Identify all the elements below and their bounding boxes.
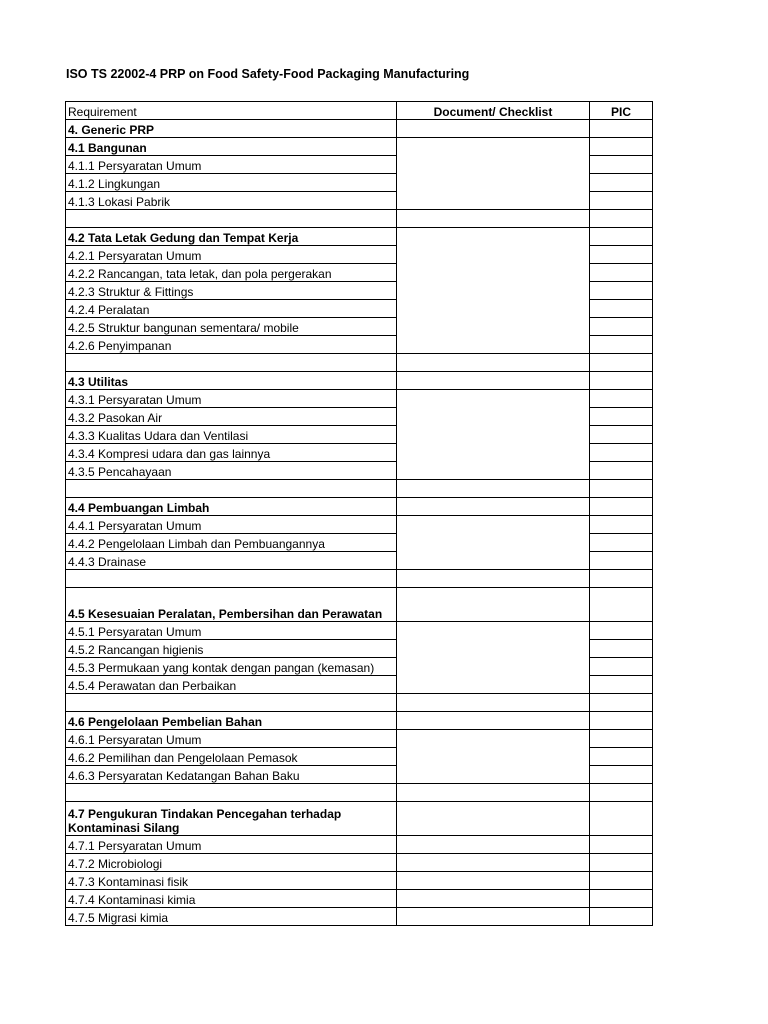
requirement-cell xyxy=(66,784,397,802)
table-row xyxy=(66,210,653,228)
pic-cell[interactable] xyxy=(590,854,653,872)
pic-cell[interactable] xyxy=(590,552,653,570)
table-row xyxy=(66,120,653,138)
requirement-cell: 4.2.6 Penyimpanan xyxy=(66,336,397,354)
pic-cell[interactable] xyxy=(590,426,653,444)
requirement-cell: 4.7.1 Persyaratan Umum xyxy=(66,836,397,854)
document-checklist-cell[interactable] xyxy=(397,354,590,372)
requirement-cell: 4.6 Pengelolaan Pembelian Bahan xyxy=(66,712,397,730)
requirement-cell: 4. Generic PRP xyxy=(66,120,397,138)
requirement-cell: 4.7.5 Migrasi kimia xyxy=(66,908,397,926)
pic-cell[interactable] xyxy=(590,192,653,210)
table-row xyxy=(66,694,653,712)
table-row xyxy=(66,712,653,730)
pic-cell[interactable] xyxy=(590,534,653,552)
pic-cell[interactable] xyxy=(590,462,653,480)
table-row xyxy=(66,802,653,836)
pic-cell[interactable] xyxy=(590,658,653,676)
document-checklist-cell[interactable] xyxy=(397,836,590,854)
table-row xyxy=(66,138,653,156)
requirement-cell: 4.6.3 Persyaratan Kedatangan Bahan Baku xyxy=(66,766,397,784)
table-row xyxy=(66,908,653,926)
pic-cell[interactable] xyxy=(590,890,653,908)
pic-cell[interactable] xyxy=(590,908,653,926)
requirement-cell: 4.7.4 Kontaminasi kimia xyxy=(66,890,397,908)
pic-cell[interactable] xyxy=(590,300,653,318)
requirement-cell: 4.3 Utilitas xyxy=(66,372,397,390)
requirement-cell: 4.5.1 Persyaratan Umum xyxy=(66,622,397,640)
document-checklist-cell[interactable] xyxy=(397,390,590,480)
document-checklist-cell[interactable] xyxy=(397,622,590,694)
requirement-cell: 4.1.2 Lingkungan xyxy=(66,174,397,192)
pic-cell[interactable] xyxy=(590,766,653,784)
header-document-checklist: Document/ Checklist xyxy=(397,102,590,120)
table-row xyxy=(66,570,653,588)
pic-cell[interactable] xyxy=(590,480,653,498)
table-row xyxy=(66,622,653,640)
table-row xyxy=(66,784,653,802)
pic-cell[interactable] xyxy=(590,836,653,854)
requirement-cell: 4.2.4 Peralatan xyxy=(66,300,397,318)
pic-cell[interactable] xyxy=(590,282,653,300)
table-row xyxy=(66,836,653,854)
document-checklist-cell[interactable] xyxy=(397,372,590,390)
document-checklist-cell[interactable] xyxy=(397,908,590,926)
table-row xyxy=(66,588,653,622)
pic-cell[interactable] xyxy=(590,210,653,228)
pic-cell[interactable] xyxy=(590,372,653,390)
document-title: ISO TS 22002-4 PRP on Food Safety-Food Packaging Manufacturing xyxy=(66,67,470,81)
document-checklist-cell[interactable] xyxy=(397,694,590,712)
document-checklist-cell[interactable] xyxy=(397,872,590,890)
pic-cell[interactable] xyxy=(590,246,653,264)
requirement-cell: 4.5.4 Perawatan dan Perbaikan xyxy=(66,676,397,694)
requirement-cell: 4.7.2 Microbiologi xyxy=(66,854,397,872)
document-checklist-cell[interactable] xyxy=(397,854,590,872)
document-checklist-cell[interactable] xyxy=(397,802,590,836)
document-checklist-cell[interactable] xyxy=(397,588,590,622)
pic-cell[interactable] xyxy=(590,872,653,890)
pic-cell[interactable] xyxy=(590,408,653,426)
requirement-cell: 4.4.2 Pengelolaan Limbah dan Pembuangannya xyxy=(66,534,397,552)
requirement-cell: 4.3.2 Pasokan Air xyxy=(66,408,397,426)
pic-cell[interactable] xyxy=(590,318,653,336)
pic-cell[interactable] xyxy=(590,784,653,802)
pic-cell[interactable] xyxy=(590,498,653,516)
requirement-cell xyxy=(66,694,397,712)
table-row xyxy=(66,516,653,534)
table-row xyxy=(66,854,653,872)
requirement-cell: 4.5.3 Permukaan yang kontak dengan pangan (kemasan) xyxy=(66,658,397,676)
table-row xyxy=(66,354,653,372)
document-checklist-cell[interactable] xyxy=(397,210,590,228)
requirement-cell: 4.2.1 Persyaratan Umum xyxy=(66,246,397,264)
requirement-cell: 4.7 Pengukuran Tindakan Pencegahan terhadap Kontaminasi Silang xyxy=(66,802,397,836)
requirement-cell: 4.1 Bangunan xyxy=(66,138,397,156)
requirement-cell: 4.5.2 Rancangan higienis xyxy=(66,640,397,658)
pic-cell[interactable] xyxy=(590,336,653,354)
requirement-cell: 4.3.5 Pencahayaan xyxy=(66,462,397,480)
table-row xyxy=(66,890,653,908)
prp-checklist-table xyxy=(65,101,653,926)
requirement-cell xyxy=(66,354,397,372)
requirement-cell xyxy=(66,210,397,228)
requirement-cell: 4.2 Tata Letak Gedung dan Tempat Kerja xyxy=(66,228,397,246)
table-row xyxy=(66,872,653,890)
document-checklist-cell[interactable] xyxy=(397,570,590,588)
pic-cell[interactable] xyxy=(590,444,653,462)
requirement-cell: 4.2.5 Struktur bangunan sementara/ mobile xyxy=(66,318,397,336)
table-row xyxy=(66,480,653,498)
document-checklist-cell[interactable] xyxy=(397,138,590,210)
pic-cell[interactable] xyxy=(590,730,653,748)
pic-cell[interactable] xyxy=(590,622,653,640)
document-checklist-cell[interactable] xyxy=(397,228,590,354)
pic-cell[interactable] xyxy=(590,516,653,534)
table-row xyxy=(66,730,653,748)
requirement-cell: 4.1.3 Lokasi Pabrik xyxy=(66,192,397,210)
pic-cell[interactable] xyxy=(590,354,653,372)
pic-cell[interactable] xyxy=(590,120,653,138)
header-requirement: Requirement xyxy=(66,102,397,120)
pic-cell[interactable] xyxy=(590,640,653,658)
pic-cell[interactable] xyxy=(590,676,653,694)
requirement-cell: 4.1.1 Persyaratan Umum xyxy=(66,156,397,174)
table-row xyxy=(66,498,653,516)
requirement-cell: 4.4.1 Persyaratan Umum xyxy=(66,516,397,534)
document-checklist-cell[interactable] xyxy=(397,498,590,516)
table-row xyxy=(66,372,653,390)
header-pic: PIC xyxy=(590,102,653,120)
pic-cell[interactable] xyxy=(590,802,653,836)
pic-cell[interactable] xyxy=(590,156,653,174)
requirement-cell: 4.3.4 Kompresi udara dan gas lainnya xyxy=(66,444,397,462)
table-row xyxy=(66,390,653,408)
requirement-cell: 4.2.3 Struktur & Fittings xyxy=(66,282,397,300)
requirement-cell: 4.6.2 Pemilihan dan Pengelolaan Pemasok xyxy=(66,748,397,766)
document-checklist-cell[interactable] xyxy=(397,516,590,570)
document-checklist-cell[interactable] xyxy=(397,730,590,784)
pic-cell[interactable] xyxy=(590,748,653,766)
table-row xyxy=(66,228,653,246)
requirement-cell xyxy=(66,570,397,588)
pic-cell[interactable] xyxy=(590,712,653,730)
requirement-cell: 4.3.3 Kualitas Udara dan Ventilasi xyxy=(66,426,397,444)
requirement-cell: 4.4.3 Drainase xyxy=(66,552,397,570)
pic-cell[interactable] xyxy=(590,264,653,282)
pic-cell[interactable] xyxy=(590,570,653,588)
document-checklist-cell[interactable] xyxy=(397,890,590,908)
pic-cell[interactable] xyxy=(590,228,653,246)
requirement-cell xyxy=(66,480,397,498)
requirement-cell: 4.5 Kesesuaian Peralatan, Pembersihan dan Perawatan xyxy=(66,588,397,622)
table-header-row xyxy=(66,102,653,120)
pic-cell[interactable] xyxy=(590,588,653,622)
pic-cell[interactable] xyxy=(590,138,653,156)
requirement-cell: 4.6.1 Persyaratan Umum xyxy=(66,730,397,748)
document-checklist-cell[interactable] xyxy=(397,784,590,802)
pic-cell[interactable] xyxy=(590,694,653,712)
pic-cell[interactable] xyxy=(590,390,653,408)
pic-cell[interactable] xyxy=(590,174,653,192)
requirement-cell: 4.4 Pembuangan Limbah xyxy=(66,498,397,516)
requirement-cell: 4.7.3 Kontaminasi fisik xyxy=(66,872,397,890)
document-checklist-cell[interactable] xyxy=(397,120,590,138)
document-checklist-cell[interactable] xyxy=(397,480,590,498)
document-checklist-cell[interactable] xyxy=(397,712,590,730)
requirement-cell: 4.2.2 Rancangan, tata letak, dan pola pergerakan xyxy=(66,264,397,282)
requirement-cell: 4.3.1 Persyaratan Umum xyxy=(66,390,397,408)
